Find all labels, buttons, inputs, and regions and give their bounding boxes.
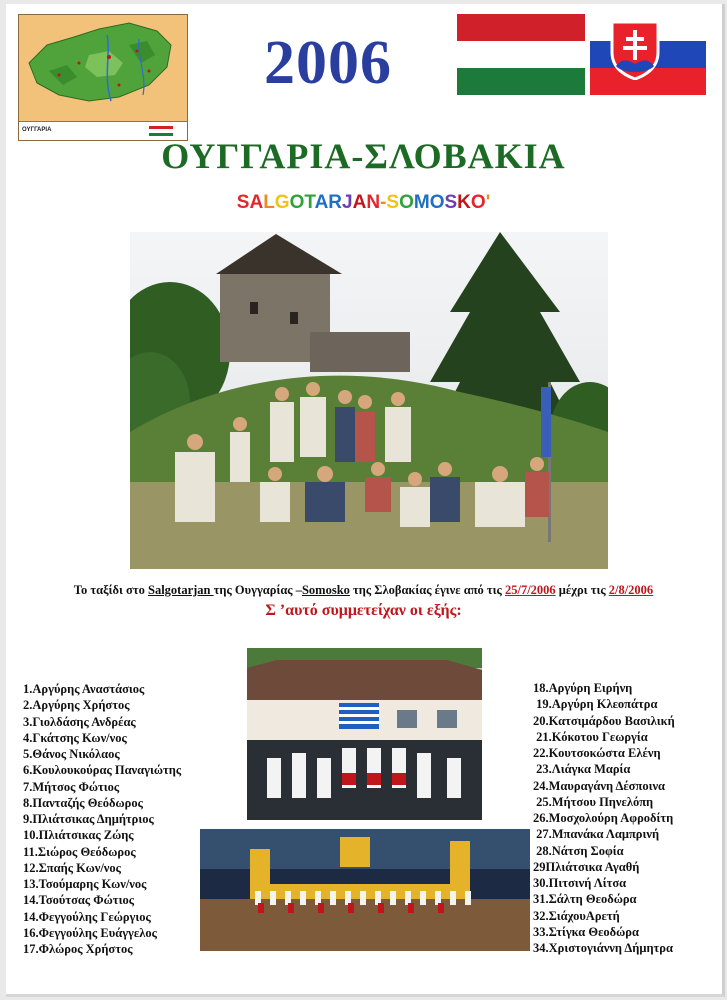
participant-right-10: 27.Μπανάκα Λαμπρινή (533, 827, 660, 842)
subtitle-text: SALGOTARJAN-SOMOSKO' (236, 192, 491, 213)
participant-right-8: 25.Μήτσου Πηνελόπη (533, 794, 654, 809)
participant-left-8: 8.Πανταζής Θεόδωρος (23, 795, 143, 810)
participant-right-2: 19.Αργύρη Κλεοπάτρα (533, 697, 658, 712)
page-subtitle (0, 192, 727, 214)
group-photo-greek-flag (247, 648, 482, 820)
participant-left-11: 11.Σιώρος Θεόδωρος (23, 844, 136, 859)
participant-right-6: 23.Λιάγκα Μαρία (533, 762, 631, 777)
participants-list-right (533, 680, 675, 956)
participant-left-14: 14.Τσούτσας Φώτιος (23, 893, 134, 908)
participant-left-12: 12.Σπαής Κων/νος (23, 860, 121, 875)
participant-right-9: 26.Μοσχολούρη Αφροδίτη (533, 811, 674, 825)
trip-date-from: 25/7/2006 (504, 583, 556, 597)
slovakia-coat-of-arms-icon (610, 20, 660, 80)
participant-left-2: 2.Αργύρης Χρήστος (23, 698, 130, 713)
trip-city-salgotarjan: Salgotarjan (148, 583, 214, 597)
hungary-map-image (18, 14, 188, 141)
trip-text-1: Το ταξίδι στο (73, 583, 148, 597)
slovakia-flag-icon (590, 14, 706, 95)
group-photo-castle (130, 232, 608, 569)
participant-left-3: 3.Γιολδάσης Ανδρέας (23, 714, 136, 729)
page-title: ΟΥΓΓΑΡΙΑ-ΣΛΟΒΑΚΙΑ (161, 136, 566, 176)
participant-left-13: 13.Τσούμαρης Κων/νος (23, 877, 147, 891)
participant-right-11: 28.Νάτση Σοφία (533, 843, 624, 858)
participant-right-15: 32.ΣιάχουΑρετή (533, 908, 620, 923)
participant-right-4: 21.Κόκοτου Γεωργία (533, 729, 648, 744)
trip-text-2: της Ουγγαρίας – (213, 583, 302, 597)
participant-right-12: 29Πλιάτσικα Αγαθή (533, 859, 640, 874)
participant-left-6: 6.Κουλουκούρας Παναγιώτης (23, 763, 182, 778)
participant-left-15: 14.Φεγγούλης Γεώργιος (23, 909, 151, 924)
stage-performance-photo (200, 829, 530, 951)
participant-left-1: 1.Αργύρης Αναστάσιος (23, 682, 145, 696)
trip-text-4: μέχρι τις (555, 583, 609, 597)
participant-left-10: 10.Πλιάτσικας Ζώης (23, 828, 134, 843)
participant-left-17: 17.Φλώρος Χρήστος (23, 942, 133, 956)
participants-heading: Σ ’αυτό συμμετείχαν οι εξής: (265, 602, 462, 619)
participant-left-4: 4.Γκάτσης Κων/νος (23, 730, 127, 745)
trip-date-to: 2/8/2006 (608, 583, 654, 597)
trip-text-3: της Σλοβακίας έγινε από τις (349, 583, 505, 597)
trip-city-somosko: Somosko (301, 583, 350, 597)
participant-right-14: 31.Σάλτη Θεοδώρα (533, 892, 637, 907)
participant-right-17: 34.Χριστογιάννη Δήμητρα (533, 941, 673, 955)
participant-right-1: 18.Αργύρη Ειρήνη (533, 681, 633, 695)
participant-right-16: 33.Στίγκα Θεοδώρα (533, 924, 639, 939)
participant-right-13: 30.Πιτσινή Λίτσα (533, 876, 627, 890)
trip-description (0, 583, 727, 598)
map-legend-label: ΟΥΓΓΑΡΙΑ (22, 127, 52, 133)
participant-right-7: 24.Μαυραγάνη Δέσποινα (533, 778, 666, 793)
year-heading: 2006 (264, 29, 392, 97)
participant-left-5: 5.Θάνος Νικόλαος (23, 747, 120, 761)
participant-right-5: 22.Κουτσοκώστα Ελένη (533, 746, 661, 760)
participant-left-9: 9.Πλιάτσικας Δημήτριος (23, 812, 154, 826)
participant-right-3: 20.Κατσιμάρδου Βασιλική (533, 713, 675, 728)
participants-list-left (23, 681, 181, 957)
participant-left-16: 16.Φεγγούλης Ευάγγελος (23, 925, 157, 940)
participant-left-7: 7.Μήτσος Φώτιος (23, 779, 120, 794)
hungary-flag-icon (457, 14, 585, 95)
